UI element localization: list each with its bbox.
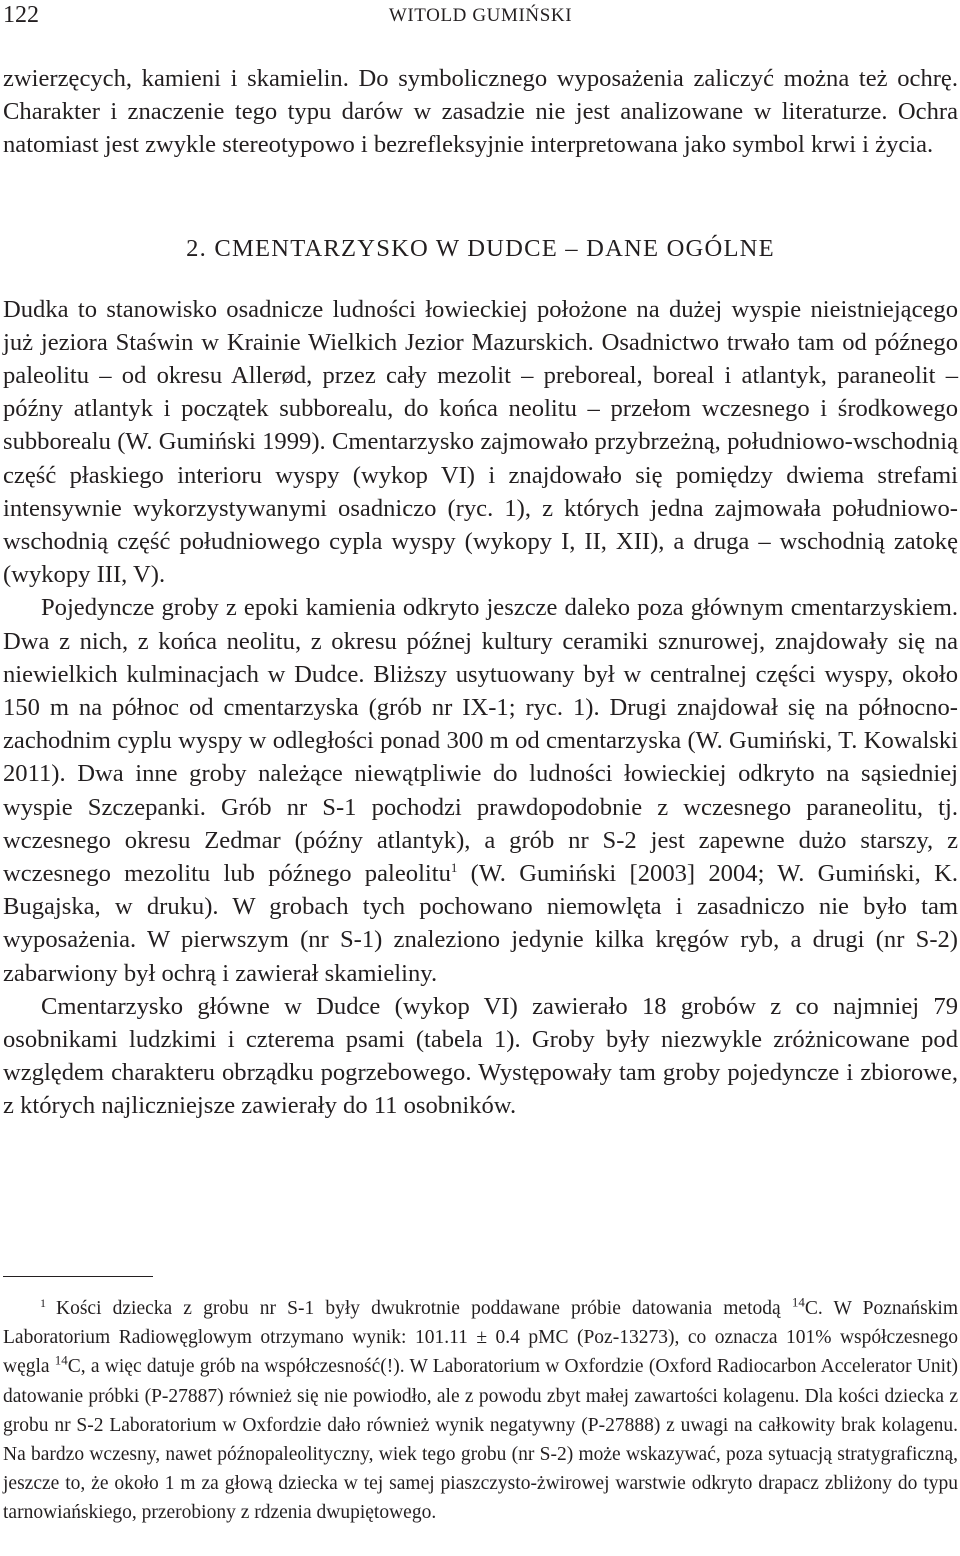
footnote-text: C. W Poznańskim Laboratorium Radiowęglowym otrzymano wynik: 101.11 ± 0.4 pMC (Poz-13273), co oznacza 101% współczesnego węgla bbox=[3, 1298, 959, 1378]
main-text bbox=[3, 62, 958, 1123]
footnote-divider bbox=[3, 1276, 153, 1277]
isotope-superscript: 14 bbox=[791, 1294, 805, 1310]
footnotes bbox=[3, 1294, 958, 1528]
page-number: 122 bbox=[3, 2, 39, 28]
paragraph-2-text-cont: (W. Gumiński [2003] 2004; W. Gumiński, K. Bugajska, w druku). W grobach tych pochowano niemowlęta i zasadniczo nie było tam wyposażenia. W pierwszym (nr S-1) znaleziono jedynie kilka kręgów ryb, a drugi (nr S-2) zabarwiony był ochrą i zawierał skamieliny. bbox=[3, 860, 958, 987]
section-heading: 2. CMENTARZYSKO W DUDCE – DANE OGÓLNE bbox=[186, 234, 775, 262]
paragraph-2-text: Pojedyncze groby z epoki kamienia odkryto jeszcze daleko poza głównym cmentarzyskiem. Dwa z nich, z końca neolitu, z okresu późnej kultury ceramiki sznurowej, znajdowały się na niewielkich kulminacjach w Dudce. Bliższy usytuowany był w centralnej części wyspy, około 150 m na północ od cmentarzyska (grób nr IX-1; ryc. 1). Drugi znajdował się na północno-zachodnim cyplu wyspy w odległości ponad 300 m od cmentarzyska (W. Gumiński, T. Kowalski 2011). Dwa inne groby należące niewątpliwie do ludności łowieckiej odkryto na sąsiedniej wyspie Szczepanki. Grób nr S-1 pochodzi prawdopodobnie z wczesnego paraneolitu, tj. wczesnego okresu Zedmar (późny atlantyk), a grób nr S-2 jest zapewne dużo starszy, z wczesnego mezolitu lub późnego paleolitu bbox=[3, 594, 958, 888]
paragraph-2 bbox=[3, 591, 958, 989]
footnote-text: Kości dziecka z grobu nr S-1 były dwukrotnie poddawane próbie datowania metodą bbox=[56, 1298, 792, 1319]
paragraph-1: Dudka to stanowisko osadnicze ludności łowieckiej położone na dużej wyspie nieistniejącego już jeziora Staświn w Krainie Wielkich Jezior Mazurskich. Osadnictwo trwało tam od późnego paleolitu – od okresu Allerød, przez cały mezolit – preboreal, boreal i atlantyk, paraneolit – późny atlantyk i początek subborealu, do końca neolitu – przełom wczesnego i środkowego subborealu (W. Gumiński 1999). Cmentarzysko zajmowało przybrzeżną, południowo-wschodnią część płaskiego interioru wyspy (wykop VI) i znajdowało się pomiędzy dwiema strefami intensywnie wykorzystywanymi osadniczo (ryc. 1), z których jedna zajmowała południowo-wschodnią część południowego cypla wyspy (wykopy I, II, XII), a druga – wschodnią zatokę (wykopy III, V). bbox=[3, 295, 958, 589]
footnote-number: 1 bbox=[40, 1295, 46, 1310]
intro-paragraph: zwierzęcych, kamieni i skamielin. Do symbolicznego wyposażenia zaliczyć można też ochrę. Charakter i znaczenie tego typu darów w zasadzie nie jest analizowane w literaturze. Ochra natomiast jest zwykle stereotypowo i bezrefleksyjnie interpretowana jako symbol krwi i życia. bbox=[3, 65, 958, 159]
running-head: WITOLD GUMIŃSKI bbox=[388, 5, 573, 26]
footnote-text: C, a więc datuje grób na współczesność(!). W Laboratorium w Oxfordzie (Oxford Radiocarbon Accelerator Unit) datowanie próbki (P-27887) również się nie powiodło, ale z powodu zbyt małej zawartości kolagenu. Dla kości dziecka z grobu nr S-2 Laboratorium w Oxfordzie dało również wynik negatywny (P-27888) z uwagi na całkowity brak kolagenu. Na bardzo wczesny, nawet późnopaleolityczny, wiek tego grobu (nr S-2) może wskazywać, poza sytuacją stratygraficzną, jeszcze to, że około 1 m za głową dziecka w tej samej piaszczysto-żwirowej warstwie odkryto drapacz zbliżony do typu tarnowiańskiego, przerobiony z rdzenia dwupiętowego. bbox=[3, 1356, 958, 1524]
footnote-reference[interactable]: 1 bbox=[450, 859, 458, 875]
paragraph-3: Cmentarzysko główne w Dudce (wykop VI) zawierało 18 grobów z co najmniej 79 osobnikami ludzkimi i czterema psami (tabela 1). Groby były niezwykle zróżnicowane pod względem charakteru obrządku pogrzebowego. Występowały tam groby pojedyncze i zbiorowe, z których najliczniejsze zawierały do 11 osobników. bbox=[3, 992, 958, 1120]
footnote-1 bbox=[3, 1294, 958, 1528]
page-header bbox=[3, 2, 958, 32]
isotope-superscript: 14 bbox=[54, 1352, 68, 1368]
